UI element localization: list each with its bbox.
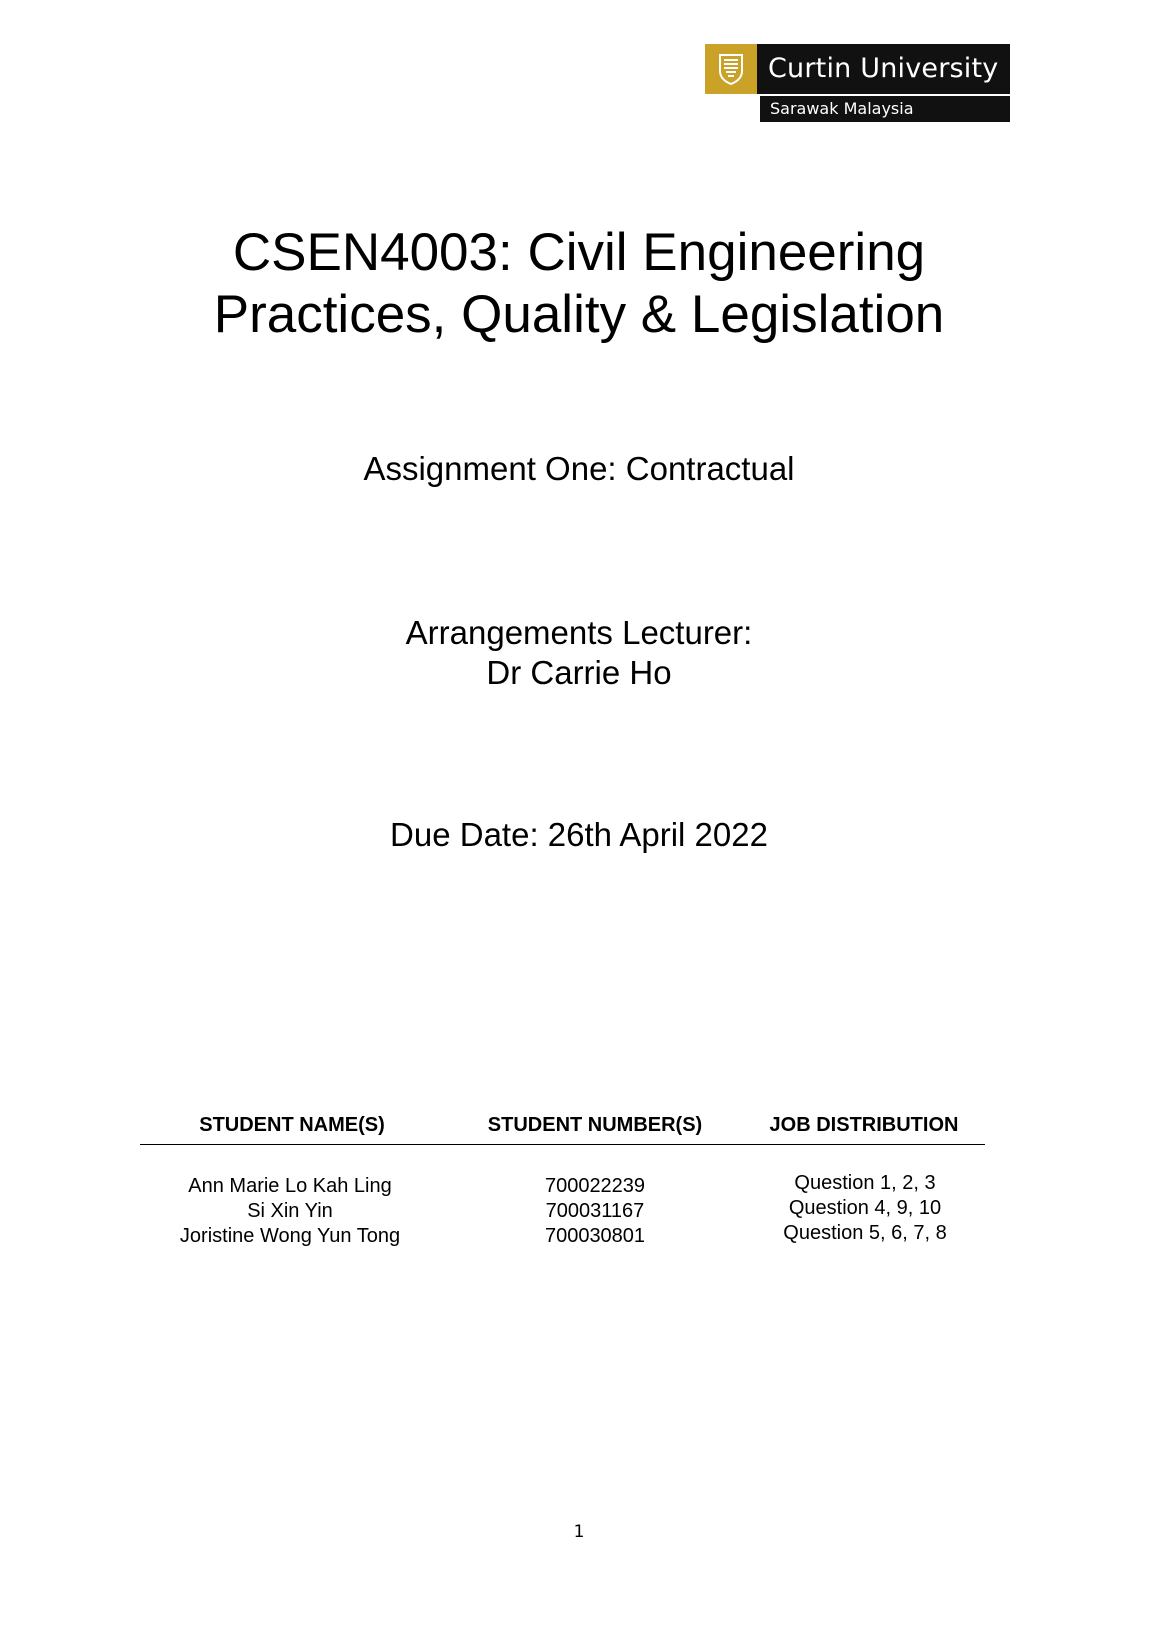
due-date: Due Date: 26th April 2022: [390, 816, 768, 853]
student-name: Ann Marie Lo Kah Ling: [188, 1175, 392, 1197]
table-header: [140, 1108, 985, 1145]
lecturer-block: [0, 613, 1158, 693]
logo-campus-name: Sarawak Malaysia: [760, 96, 1010, 122]
student-name: Joristine Wong Yun Tong: [179, 1225, 401, 1247]
lecturer-line-1: Arrangements Lecturer:: [405, 614, 753, 651]
column-student-numbers: [545, 1174, 645, 1249]
column-student-names: [180, 1174, 400, 1249]
header-job-distribution: JOB DISTRIBUTION: [769, 1114, 959, 1136]
job-assignment: Question 5, 6, 7, 8: [783, 1222, 947, 1244]
assignment-title: Assignment One: Contractual: [363, 450, 795, 487]
course-title: [0, 222, 1158, 346]
student-table: [140, 1108, 985, 1247]
job-assignment: Question 1, 2, 3: [794, 1172, 936, 1194]
job-assignment: Question 4, 9, 10: [788, 1197, 942, 1219]
logo-university-name: Curtin University: [757, 44, 1010, 94]
university-logo: [705, 44, 1010, 122]
crest-icon: [705, 44, 757, 94]
header-student-numbers: STUDENT NUMBER(S): [487, 1114, 703, 1136]
page-number: 1: [573, 1522, 585, 1542]
column-job-distribution: [783, 1171, 946, 1246]
student-number: 700030801: [544, 1225, 646, 1247]
student-number: 700031167: [545, 1200, 645, 1222]
lecturer-name: Dr Carrie Ho: [486, 654, 672, 691]
student-number: 700022239: [544, 1175, 646, 1197]
course-title-line-1: CSEN4003: Civil Engineering: [232, 223, 926, 282]
student-name: Si Xin Yin: [247, 1200, 333, 1222]
header-student-names: STUDENT NAME(S): [199, 1114, 385, 1136]
course-title-line-2: Practices, Quality & Legislation: [213, 285, 945, 344]
